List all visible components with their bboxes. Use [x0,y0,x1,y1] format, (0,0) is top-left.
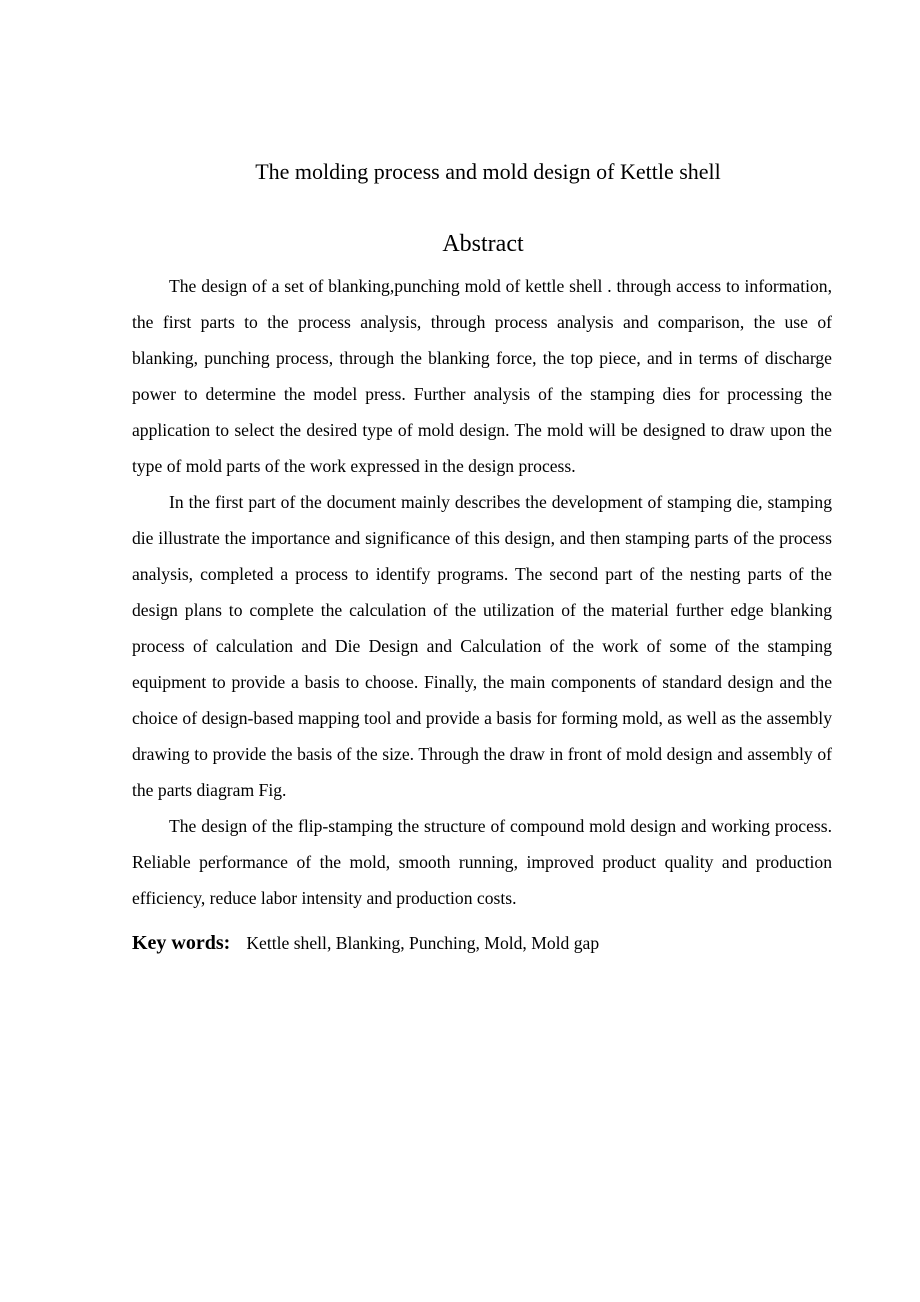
keywords-line [132,928,832,960]
abstract-paragraph: The design of the flip-stamping the structure of compound mold design and working process. Reliable performance of the mold, smooth running, improved product quality and production efficiency, reduce labor intensity and production costs. [132,816,832,908]
abstract-body [132,268,832,916]
abstract-heading: Abstract [442,231,524,257]
keywords-value: Kettle shell, Blanking, Punching, Mold, Mold gap [246,933,600,953]
paper-title: The molding process and mold design of Kettle shell [255,159,721,184]
keywords-label: Key words: [132,932,231,954]
abstract-paragraph: In the first part of the document mainly describes the development of stamping die, stamping die illustrate the importance and significance of this design, and then stamping parts of the process analysis, completed a process to identify programs. The second part of the nesting parts of the design plans to complete the calculation of the utilization of the material further edge blanking process of calculation and Die Design and Calculation of the work of some of the stamping equipment to provide a basis to choose. Finally, the main components of standard design and the choice of design-based mapping tool and provide a basis for forming mold, as well as the assembly drawing to provide the basis of the size. Through the draw in front of mold design and assembly of the parts diagram Fig. [132,492,832,800]
abstract-paragraph: The design of a set of blanking,punching mold of kettle shell . through access to information, the first parts to the process analysis, through process analysis and comparison, the use of blanking, punching process, through the blanking force, the top piece, and in terms of discharge power to determine the model press. Further analysis of the stamping dies for processing the application to select the desired type of mold design. The mold will be designed to draw upon the type of mold parts of the work expressed in the design process. [132,276,832,476]
